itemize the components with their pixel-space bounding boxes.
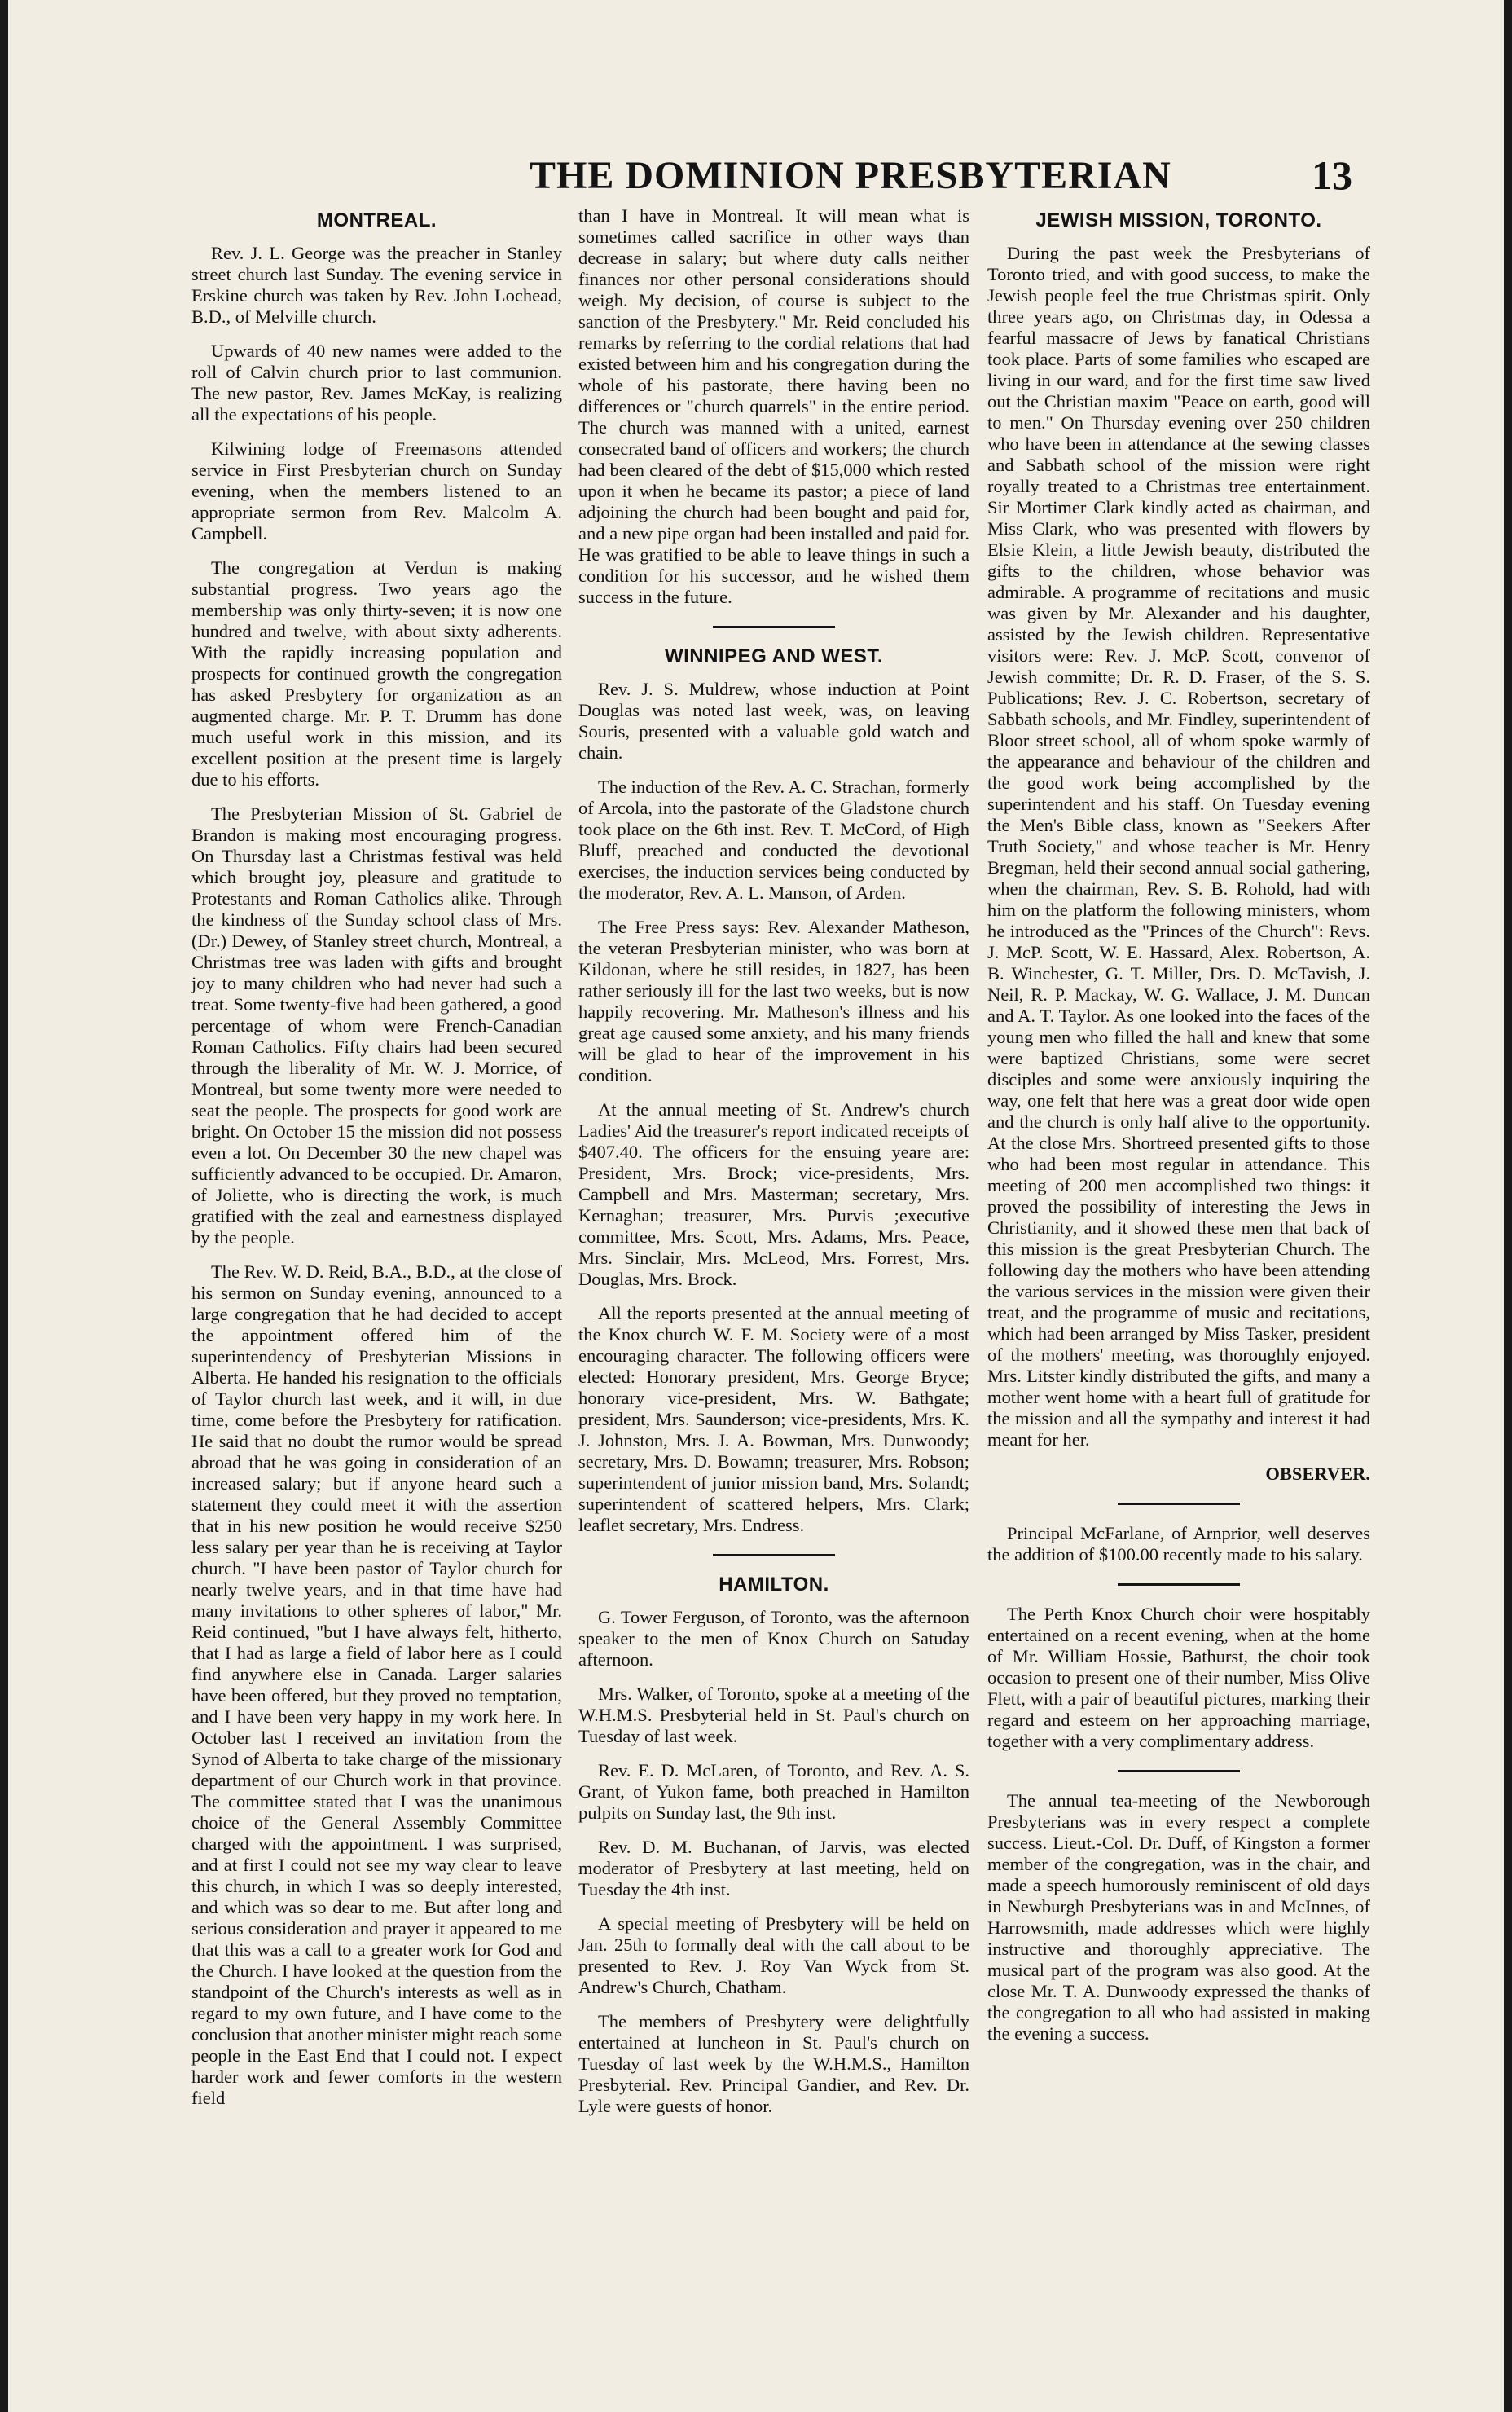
article-paragraph: All the reports presented at the annual meeting of the Knox church W. F. M. Society were of a most encouraging character. The following officers were elected: Honorary president, Mrs. George Bryce; honorary vice-president, Mrs. W. Bathgate; president, Mrs. Saunderson; vice-presidents, Mrs. K. J. Johnston, Mrs. J. A. Bowman, Mrs. Dunwoody; secretary, Mrs. D. Bowamn; treasurer, Mrs. Robson; superintendent of junior mission band, Mrs. Solandt; superintendent of scattered helpers, Mrs. Clark; leaflet secretary, Mrs. Endress. xyxy=(578,1303,969,1535)
heading-montreal: MONTREAL. xyxy=(316,209,437,231)
page-number: 13 xyxy=(1312,152,1352,198)
article-paragraph: During the past week the Presbyterians of Toronto tried, and with good success, to make the Jewish people feel the true Christmas spirit. Only three years ago, on Christmas day, in Odessa a fearful massacre of Jews by fanatical Christians took place. Parts of some families who escaped are living in our ward, and for the first time saw lived out the Christian maxim "Peace on earth, good will to men." On Thursday evening over 250 children who have been in attendance at the sewing classes and Sabbath school of the mission were right royally treated to a Christmas tree entertainment. Sir Mortimer Clark kindly acted as chairman, and Miss Clark, who was presented with flowers by Elsie Klein, a little Jewish beauty, distributed the gifts to the children, whose behavior was admirable. A programme of recitations and music was given by Mr. Alexander and his daughter, assisted by the Jewish children. Representative visitors were: Rev. J. McP. Scott, convenor of Jewish committe; Dr. R. D. Fraser, of the S. S. Publications; Rev. J. C. Robertson, secretary of Sabbath schools, and Mr. Findley, superintendent of Bloor street school, all of whom spoke warmly of the appearance and behaviour of the children and the good work being accomplished by the superintendent and his staff. On Tuesday evening the Men's Bible class, known as "Seekers After Truth Society," and whose teacher is Mr. Henry Bregman, held their second annual social gathering, when the chairman, Rev. S. B. Rohold, had with him on the platform the following ministers, whom he introduced as the "Princes of the Church": Revs. J. McP. Scott, W. E. Hassard, Alex. Robertson, A. B. Winchester, G. T. Miller, Drs. D. McTavish, J. Neil, R. P. Mackay, W. G. Wallace, J. M. Duncan and A. T. Taylor. As one looked into the faces of the young men who filled the hall and knew that some were baptized Christians, some were secret disciples and some were anxiously inquiring the way, one felt that here was a great door wide open and the church is only half alive to the opportunity. At the close Mrs. Shortreed presented gifts to those who had been most regular in attendance. This meeting of 200 men accomplished two things: it proved the possibility of interesting the Jews in Christianity, and it showed these men that back of this mission is the great Presbyterian Church. The following day the mothers who have been attending the various services in the mission were given their treat, and the programme of music and recitations, which had been arranged by Miss Tasker, president of the mothers' meeting, was thoroughly enjoyed. Mrs. Litster kindly distributed the gifts, and many a mother went home with a heart full of gratitude for the mission and all the sympathy and interest it had meant for her. xyxy=(987,243,1370,1450)
article-paragraph: The Rev. W. D. Reid, B.A., B.D., at the close of his sermon on Sunday evening, announced to a large congregation that he had decided to accept the appointment offered him of the superintendency of Presbyterian Missions in Alberta. He handed his resignation to the officials of Taylor church last week, and it will, in due time, come before the Presbytery for ratification. He said that no doubt the rumor would be spread abroad that he was going in consideration of an increased salary; but if anyone heard such a statement they could meet it with the assertion that in his new position he would receive $250 less salary per year than he is receiving at Taylor church. "I have been pastor of Taylor church for nearly twelve years, and in that time have had many invitations to other spheres of labor," Mr. Reid continued, "but I have always felt, hitherto, that I had as large a field of labor here as I could find anywhere else in Canada. Larger salaries have been offered, but they proved no temptation, and I have been very happy in my work here. In October last I received an invitation from the Synod of Alberta to take charge of the missionary department of our Church work in that province. The committee stated that I was the unanimous choice of the General Assembly Committee charged with the appointment. I was surprised, and at first I could not see my way clear to leave this church, in which I was so deeply interested, and which was so dear to me. But after long and serious consideration and prayer it appeared to me that this was a call to a greater work for God and the Church. I have looked at the question from the standpoint of the Church's interests as well as in regard to my own future, and I have come to the conclusion that another minister might reach some people in the East End that I could not. I expect harder work and fewer comforts in the western field xyxy=(191,1261,562,2108)
article-paragraph: A special meeting of Presbytery will be held on Jan. 25th to formally deal with the call about to be presented to Rev. J. Roy Van Wyck from St. Andrew's Church, Chatham. xyxy=(578,1913,969,1997)
article-paragraph: G. Tower Ferguson, of Toronto, was the afternoon speaker to the men of Knox Church on Satuday afternoon. xyxy=(578,1607,969,1670)
column-1 xyxy=(191,205,562,2122)
article-paragraph: The Perth Knox Church choir were hospitably entertained on a recent evening, when at the home of Mr. William Hossie, Bathurst, the choir took occasion to present one of their number, Miss Olive Flett, with a pair of beautiful pictures, marking their regard and esteem on her approaching marriage, together with a very complimentary address. xyxy=(987,1604,1370,1751)
newspaper-page xyxy=(8,0,1504,2412)
section-rule xyxy=(1118,1770,1240,1772)
masthead-title: THE DOMINION PRESBYTERIAN xyxy=(530,154,1171,197)
article-paragraph: At the annual meeting of St. Andrew's church Ladies' Aid the treasurer's report indicated receipts of $407.40. The officers for the ensuing yeare are: President, Mrs. Brock; vice-presidents, Mrs. Campbell and Mrs. Masterman; secretary, Mrs. Kernaghan; treasurer, Mrs. Purvis ;executive committee, Mrs. Scott, Mrs. Adams, Mrs. Peace, Mrs. Sinclair, Mrs. McLeod, Mrs. Forrest, Mrs. Douglas, Mrs. Brock. xyxy=(578,1099,969,1289)
article-paragraph: The congregation at Verdun is making substantial progress. Two years ago the membership was only thirty-seven; it is now one hundred and twelve, with about sixty adherents. With the rapidly increasing population and prospects for continued growth the congregation has asked Presbytery for organization as an augmented charge. Mr. P. T. Drumm has done much useful work in this mission, and its excellent position at the present time is largely due to his efforts. xyxy=(191,557,562,790)
article-paragraph: Upwards of 40 new names were added to the roll of Calvin church prior to last communion. The new pastor, Rev. James McKay, is realizing all the expectations of his people. xyxy=(191,341,562,425)
signature: OBSERVER. xyxy=(1265,1463,1370,1484)
heading-hamilton: HAMILTON. xyxy=(719,1574,829,1596)
article-paragraph: Rev. J. S. Muldrew, whose induction at Point Douglas was noted last week, was, on leaving Souris, presented with a valuable gold watch and chain. xyxy=(578,679,969,763)
section-rule xyxy=(713,626,835,628)
article-paragraph: The Free Press says: Rev. Alexander Matheson, the veteran Presbyterian minister, who was born at Kildonan, where he still resides, in 1827, has been rather seriously ill for the last two weeks, but is now happily recovering. Mr. Matheson's illness and his great age caused some anxiety, and his many friends will be glad to hear of the improvement in his condition. xyxy=(578,917,969,1085)
article-paragraph: Mrs. Walker, of Toronto, spoke at a meeting of the W.H.M.S. Presbyterial held in St. Paul's church on Tuesday of last week. xyxy=(578,1684,969,1746)
section-rule xyxy=(713,1554,835,1556)
article-paragraph: Rev. D. M. Buchanan, of Jarvis, was elected moderator of Presbytery at last meeting, held on Tuesday the 4th inst. xyxy=(578,1837,969,1899)
column-3 xyxy=(987,205,1370,2058)
column-2 xyxy=(578,205,969,2130)
article-paragraph: The annual tea-meeting of the Newborough Presbyterians was in every respect a complete success. Lieut.-Col. Dr. Duff, of Kingston a former member of the congregation, was in the chair, and made a speech humorously reminiscent of old days in Newburgh Presbyterians was in and McInnes, of Harrowsmith, made addresses which were highly instructive and thoroughly appreciative. The musical part of the program was also good. At the close Mr. T. A. Dunwoody expressed the thanks of the congregation to all who had assisted in making the evening a success. xyxy=(987,1790,1370,2044)
article-paragraph: The Presbyterian Mission of St. Gabriel de Brandon is making most encouraging progress. On Thursday last a Christmas festival was held which brought joy, pleasure and gratitude to Protestants and Roman Catholics alike. Through the kindness of the Sunday school class of Mrs. (Dr.) Dewey, of Stanley street church, Montreal, a Christmas tree was laden with gifts and brought joy to many children who had never had such a treat. Some twenty-five had been gathered, a good percentage of whom were French-Canadian Roman Catholics. Fifty chairs had been secured through the liberality of Mr. W. J. Morrice, of Montreal, but some twenty more were needed to seat the people. The prospects for good work are bright. On October 15 the mission did not possess even a lot. On December 30 the new chapel was sufficiently advanced to be occupied. Dr. Amaron, of Joliette, who is directing the work, is much gratified with the zeal and earnestness displayed by the people. xyxy=(191,803,562,1248)
article-continuation: than I have in Montreal. It will mean what is sometimes called sacrifice in other ways than decrease in salary; but where duty calls neither finances nor other personal considerations should weigh. My decision, of course is subject to the sanction of the Presbytery." Mr. Reid concluded his remarks by referring to the cordial relations that had existed between him and his congregation during the whole of his pastorate, there having been no differences or "church quarrels" in the entire period. The church was manned with a united, earnest consecrated band of officers and workers; the church had been cleared of the debt of $15,000 which rested upon it when he became its pastor; a piece of land adjoining the church had been bought and paid for, and a new pipe organ had been installed and paid for. He was gratified to be able to leave things in such a condition for his successor, and he wished them success in the future. xyxy=(578,205,969,607)
article-paragraph: The induction of the Rev. A. C. Strachan, formerly of Arcola, into the pastorate of the Gladstone church took place on the 6th inst. Rev. T. McCord, of High Bluff, preached and conducted the devotional exercises, the induction services being conducted by the moderator, Rev. A. L. Manson, of Arden. xyxy=(578,777,969,903)
article-paragraph: Principal McFarlane, of Arnprior, well deserves the addition of $100.00 recently made to his salary. xyxy=(987,1523,1370,1565)
article-paragraph: Rev. J. L. George was the preacher in Stanley street church last Sunday. The evening service in Erskine church was taken by Rev. John Lochead, B.D., of Melville church. xyxy=(191,243,562,327)
article-paragraph: The members of Presbytery were delightfully entertained at luncheon in St. Paul's church on Tuesday of last week by the W.H.M.S., Hamilton Presbyterial. Rev. Principal Gandier, and Rev. Dr. Lyle were guests of honor. xyxy=(578,2011,969,2116)
article-paragraph: Rev. E. D. McLaren, of Toronto, and Rev. A. S. Grant, of Yukon fame, both preached in Hamilton pulpits on Sunday last, the 9th inst. xyxy=(578,1760,969,1823)
section-rule xyxy=(1118,1503,1240,1505)
heading-winnipeg: WINNIPEG AND WEST. xyxy=(664,645,884,667)
section-rule xyxy=(1118,1583,1240,1586)
heading-jewish-mission: JEWISH MISSION, TORONTO. xyxy=(1035,209,1322,231)
article-paragraph: Kilwining lodge of Freemasons attended service in First Presbyterian church on Sunday evening, when the members listened to an appropriate sermon from Rev. Malcolm A. Campbell. xyxy=(191,438,562,544)
